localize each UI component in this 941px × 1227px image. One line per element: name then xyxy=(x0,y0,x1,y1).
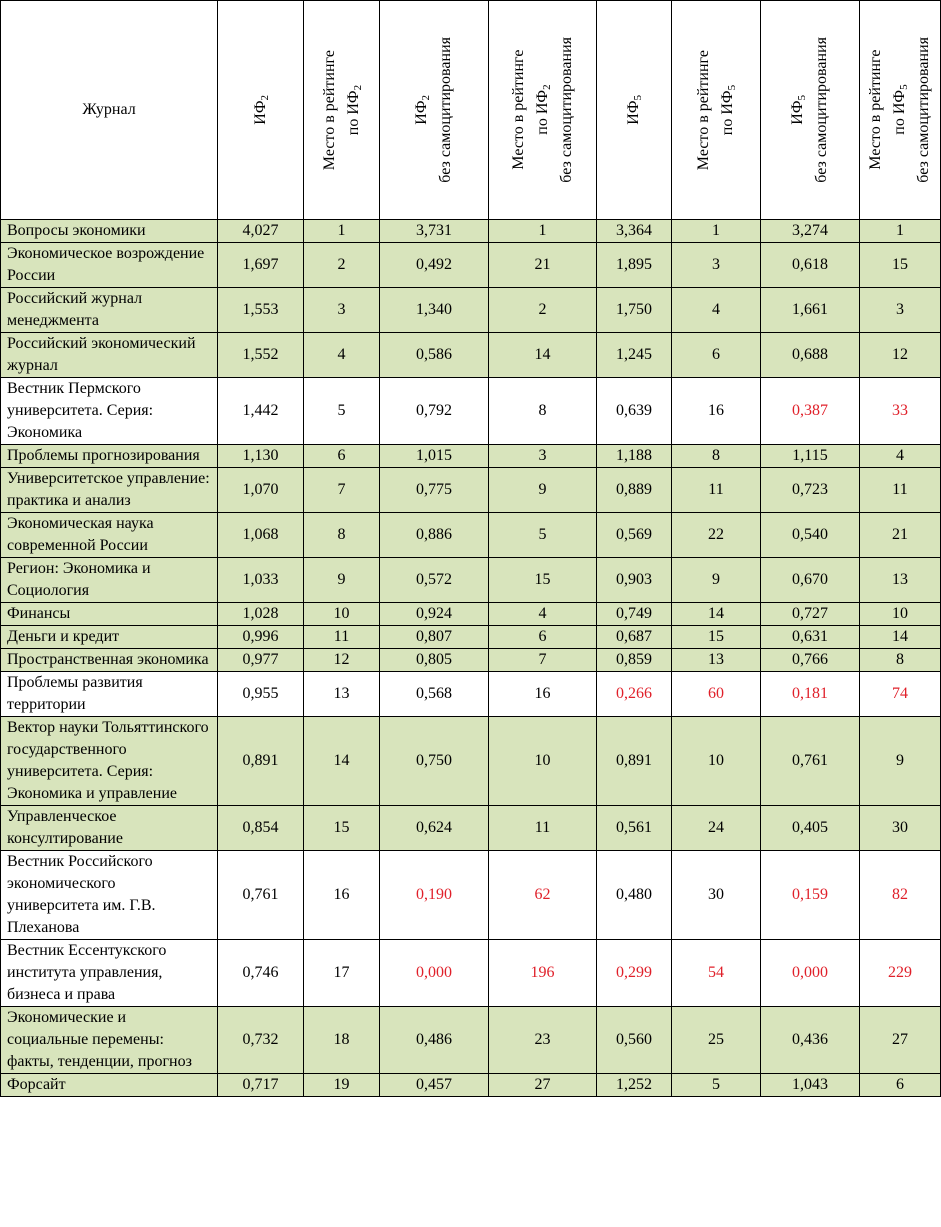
rank-if2-noself-cell: 7 xyxy=(489,649,597,672)
journal-name-cell: Вестник Российского экономического университета им. Г.В. Плеханова xyxy=(1,851,218,940)
if2-cell: 4,027 xyxy=(218,220,304,243)
journal-name-cell: Российский журнал менеджмента xyxy=(1,288,218,333)
rank-if5-noself-cell: 30 xyxy=(860,806,941,851)
rank-if5-noself-cell: 13 xyxy=(860,558,941,603)
rank-if2-cell: 16 xyxy=(304,851,380,940)
rank-if5-noself-cell: 82 xyxy=(860,851,941,940)
journal-name-cell: Регион: Экономика и Социология xyxy=(1,558,218,603)
if5-noself-cell: 0,436 xyxy=(761,1007,860,1074)
if5-cell: 0,687 xyxy=(597,626,672,649)
if5-cell: 0,569 xyxy=(597,513,672,558)
rank-if2-noself-cell: 23 xyxy=(489,1007,597,1074)
rank-if2-noself-cell: 14 xyxy=(489,333,597,378)
if2-noself-cell: 0,572 xyxy=(380,558,489,603)
rank-if2-noself-cell: 16 xyxy=(489,672,597,717)
header-if5-noself: $ИФ_5$ без самоцитирования xyxy=(761,1,860,220)
table-row xyxy=(1,672,941,717)
if5-noself-cell: 0,159 xyxy=(761,851,860,940)
table-row xyxy=(1,1074,941,1097)
if5-noself-cell: 0,723 xyxy=(761,468,860,513)
header-journal: Журнал xyxy=(1,1,218,220)
journal-name-cell: Экономическое возрождение России xyxy=(1,243,218,288)
header-if5: $ИФ_5$ xyxy=(597,1,672,220)
if2-cell: 0,977 xyxy=(218,649,304,672)
rank-if2-noself-cell: 21 xyxy=(489,243,597,288)
if5-noself-cell: 0,688 xyxy=(761,333,860,378)
rank-if5-cell: 15 xyxy=(672,626,761,649)
table-row xyxy=(1,445,941,468)
header-if2: $ИФ_2$ xyxy=(218,1,304,220)
if2-cell: 1,070 xyxy=(218,468,304,513)
if5-noself-cell: 0,181 xyxy=(761,672,860,717)
if2-cell: 1,033 xyxy=(218,558,304,603)
if2-cell: 0,891 xyxy=(218,717,304,806)
if5-cell: 0,859 xyxy=(597,649,672,672)
rank-if5-noself-cell: 4 xyxy=(860,445,941,468)
if5-cell: 0,480 xyxy=(597,851,672,940)
journal-name-cell: Финансы xyxy=(1,603,218,626)
rank-if5-noself-cell: 14 xyxy=(860,626,941,649)
rank-if2-cell: 11 xyxy=(304,626,380,649)
rank-if5-cell: 11 xyxy=(672,468,761,513)
rank-if5-cell: 13 xyxy=(672,649,761,672)
if2-noself-cell: 0,775 xyxy=(380,468,489,513)
rank-if5-cell: 3 xyxy=(672,243,761,288)
table-row xyxy=(1,603,941,626)
journal-name-cell: Пространственная экономика xyxy=(1,649,218,672)
rank-if2-cell: 15 xyxy=(304,806,380,851)
if5-noself-cell: 0,761 xyxy=(761,717,860,806)
if2-cell: 0,854 xyxy=(218,806,304,851)
journal-name-cell: Вестник Пермского университета. Серия: Экономика xyxy=(1,378,218,445)
if2-cell: 1,130 xyxy=(218,445,304,468)
journal-name-cell: Вопросы экономики xyxy=(1,220,218,243)
rank-if2-noself-cell: 15 xyxy=(489,558,597,603)
rank-if2-cell: 6 xyxy=(304,445,380,468)
rank-if5-noself-cell: 1 xyxy=(860,220,941,243)
rank-if2-cell: 7 xyxy=(304,468,380,513)
rank-if2-noself-cell: 3 xyxy=(489,445,597,468)
if5-noself-cell: 0,540 xyxy=(761,513,860,558)
if2-noself-cell: 0,750 xyxy=(380,717,489,806)
rank-if5-cell: 16 xyxy=(672,378,761,445)
if2-noself-cell: 0,805 xyxy=(380,649,489,672)
if5-cell: 0,639 xyxy=(597,378,672,445)
if5-cell: 1,252 xyxy=(597,1074,672,1097)
table-row xyxy=(1,851,941,940)
table-row xyxy=(1,288,941,333)
rank-if5-noself-cell: 229 xyxy=(860,940,941,1007)
if5-noself-cell: 0,727 xyxy=(761,603,860,626)
rank-if2-cell: 13 xyxy=(304,672,380,717)
rank-if5-noself-cell: 3 xyxy=(860,288,941,333)
journal-name-cell: Управленческое консултирование xyxy=(1,806,218,851)
rank-if2-noself-cell: 9 xyxy=(489,468,597,513)
if2-cell: 1,553 xyxy=(218,288,304,333)
journal-name-cell: Российский экономический журнал xyxy=(1,333,218,378)
if5-cell: 0,891 xyxy=(597,717,672,806)
rank-if2-noself-cell: 5 xyxy=(489,513,597,558)
rank-if2-cell: 19 xyxy=(304,1074,380,1097)
rank-if2-noself-cell: 196 xyxy=(489,940,597,1007)
header-rank-if2-noself: Место в рейтинге по $ИФ_2$ без самоцитирования xyxy=(489,1,597,220)
rank-if5-noself-cell: 74 xyxy=(860,672,941,717)
if5-cell: 1,895 xyxy=(597,243,672,288)
rank-if5-cell: 14 xyxy=(672,603,761,626)
if2-cell: 0,996 xyxy=(218,626,304,649)
table-header-row xyxy=(1,1,941,220)
if2-cell: 1,552 xyxy=(218,333,304,378)
table-row xyxy=(1,243,941,288)
if5-cell: 0,903 xyxy=(597,558,672,603)
journal-name-cell: Деньги и кредит xyxy=(1,626,218,649)
if5-noself-cell: 1,661 xyxy=(761,288,860,333)
rank-if2-cell: 5 xyxy=(304,378,380,445)
rank-if5-cell: 60 xyxy=(672,672,761,717)
rank-if2-noself-cell: 10 xyxy=(489,717,597,806)
rank-if2-noself-cell: 11 xyxy=(489,806,597,851)
if5-noself-cell: 0,405 xyxy=(761,806,860,851)
if5-cell: 0,560 xyxy=(597,1007,672,1074)
if2-cell: 0,761 xyxy=(218,851,304,940)
if2-noself-cell: 0,792 xyxy=(380,378,489,445)
rank-if5-noself-cell: 9 xyxy=(860,717,941,806)
table-row xyxy=(1,626,941,649)
journal-name-cell: Вектор науки Тольяттинского государственного университета. Серия: Экономика и управление xyxy=(1,717,218,806)
rank-if2-cell: 12 xyxy=(304,649,380,672)
rank-if5-cell: 5 xyxy=(672,1074,761,1097)
table-row xyxy=(1,1007,941,1074)
table-row xyxy=(1,558,941,603)
if5-noself-cell: 0,387 xyxy=(761,378,860,445)
table-row xyxy=(1,806,941,851)
if5-cell: 0,266 xyxy=(597,672,672,717)
rank-if2-cell: 2 xyxy=(304,243,380,288)
rank-if5-noself-cell: 21 xyxy=(860,513,941,558)
rank-if5-noself-cell: 11 xyxy=(860,468,941,513)
if5-noself-cell: 0,766 xyxy=(761,649,860,672)
if2-cell: 0,732 xyxy=(218,1007,304,1074)
if2-noself-cell: 0,624 xyxy=(380,806,489,851)
header-rank-if2: Место в рейтинге по $ИФ_2$ xyxy=(304,1,380,220)
rank-if5-cell: 8 xyxy=(672,445,761,468)
journal-name-cell: Проблемы развития территории xyxy=(1,672,218,717)
journal-name-cell: Форсайт xyxy=(1,1074,218,1097)
table-row xyxy=(1,649,941,672)
table-row xyxy=(1,220,941,243)
rank-if2-cell: 3 xyxy=(304,288,380,333)
if5-cell: 1,750 xyxy=(597,288,672,333)
if5-cell: 3,364 xyxy=(597,220,672,243)
rank-if5-cell: 54 xyxy=(672,940,761,1007)
if2-cell: 1,068 xyxy=(218,513,304,558)
if5-cell: 0,889 xyxy=(597,468,672,513)
if2-cell: 1,697 xyxy=(218,243,304,288)
rank-if5-noself-cell: 15 xyxy=(860,243,941,288)
rank-if2-noself-cell: 4 xyxy=(489,603,597,626)
rank-if5-noself-cell: 10 xyxy=(860,603,941,626)
if2-cell: 0,955 xyxy=(218,672,304,717)
if5-cell: 0,561 xyxy=(597,806,672,851)
if2-noself-cell: 1,015 xyxy=(380,445,489,468)
rank-if2-cell: 8 xyxy=(304,513,380,558)
rank-if5-noself-cell: 33 xyxy=(860,378,941,445)
rank-if2-noself-cell: 6 xyxy=(489,626,597,649)
if2-noself-cell: 0,586 xyxy=(380,333,489,378)
rank-if2-cell: 9 xyxy=(304,558,380,603)
journal-name-cell: Экономическая наука современной России xyxy=(1,513,218,558)
rank-if5-cell: 4 xyxy=(672,288,761,333)
rank-if5-noself-cell: 27 xyxy=(860,1007,941,1074)
table-row xyxy=(1,513,941,558)
rank-if5-noself-cell: 6 xyxy=(860,1074,941,1097)
rank-if5-cell: 9 xyxy=(672,558,761,603)
if2-noself-cell: 0,886 xyxy=(380,513,489,558)
if5-noself-cell: 0,000 xyxy=(761,940,860,1007)
if2-noself-cell: 0,568 xyxy=(380,672,489,717)
table-body xyxy=(1,220,941,1097)
rank-if2-cell: 10 xyxy=(304,603,380,626)
if2-noself-cell: 1,340 xyxy=(380,288,489,333)
rank-if2-cell: 14 xyxy=(304,717,380,806)
rank-if5-cell: 24 xyxy=(672,806,761,851)
journal-name-cell: Проблемы прогнозирования xyxy=(1,445,218,468)
table-row xyxy=(1,378,941,445)
if2-noself-cell: 0,000 xyxy=(380,940,489,1007)
rank-if5-noself-cell: 12 xyxy=(860,333,941,378)
journal-name-cell: Университетское управление: практика и анализ xyxy=(1,468,218,513)
rank-if5-noself-cell: 8 xyxy=(860,649,941,672)
rank-if2-noself-cell: 2 xyxy=(489,288,597,333)
rank-if5-cell: 6 xyxy=(672,333,761,378)
if5-cell: 0,749 xyxy=(597,603,672,626)
journal-name-cell: Экономические и социальные перемены: факты, тенденции, прогноз xyxy=(1,1007,218,1074)
if2-noself-cell: 0,492 xyxy=(380,243,489,288)
rank-if2-cell: 4 xyxy=(304,333,380,378)
if5-cell: 1,188 xyxy=(597,445,672,468)
if2-noself-cell: 0,457 xyxy=(380,1074,489,1097)
table-row xyxy=(1,717,941,806)
rank-if5-cell: 10 xyxy=(672,717,761,806)
if5-noself-cell: 0,631 xyxy=(761,626,860,649)
if2-cell: 0,717 xyxy=(218,1074,304,1097)
journal-name-cell: Вестник Ессентукского института управления, бизнеса и права xyxy=(1,940,218,1007)
rank-if5-cell: 1 xyxy=(672,220,761,243)
if2-cell: 0,746 xyxy=(218,940,304,1007)
rank-if2-cell: 18 xyxy=(304,1007,380,1074)
rank-if2-noself-cell: 62 xyxy=(489,851,597,940)
if2-noself-cell: 0,807 xyxy=(380,626,489,649)
header-rank-if5-noself: Место в рейтинге по $ИФ_5$ без самоцитирования xyxy=(860,1,941,220)
rank-if2-noself-cell: 27 xyxy=(489,1074,597,1097)
if5-cell: 1,245 xyxy=(597,333,672,378)
if5-noself-cell: 1,043 xyxy=(761,1074,860,1097)
if5-noself-cell: 3,274 xyxy=(761,220,860,243)
if5-noself-cell: 0,618 xyxy=(761,243,860,288)
if2-noself-cell: 0,190 xyxy=(380,851,489,940)
table-row xyxy=(1,468,941,513)
if5-cell: 0,299 xyxy=(597,940,672,1007)
header-rank-if5: Место в рейтинге по $ИФ_5$ xyxy=(672,1,761,220)
rank-if5-cell: 25 xyxy=(672,1007,761,1074)
if2-cell: 1,028 xyxy=(218,603,304,626)
if5-noself-cell: 0,670 xyxy=(761,558,860,603)
header-if2-noself: $ИФ_2$ без самоцитирования xyxy=(380,1,489,220)
rank-if2-noself-cell: 1 xyxy=(489,220,597,243)
rank-if2-noself-cell: 8 xyxy=(489,378,597,445)
if2-noself-cell: 0,486 xyxy=(380,1007,489,1074)
if2-noself-cell: 0,924 xyxy=(380,603,489,626)
rank-if2-cell: 17 xyxy=(304,940,380,1007)
rank-if5-cell: 22 xyxy=(672,513,761,558)
rank-if2-cell: 1 xyxy=(304,220,380,243)
rank-if5-cell: 30 xyxy=(672,851,761,940)
table-row xyxy=(1,333,941,378)
table-row xyxy=(1,940,941,1007)
if2-noself-cell: 3,731 xyxy=(380,220,489,243)
if2-cell: 1,442 xyxy=(218,378,304,445)
if5-noself-cell: 1,115 xyxy=(761,445,860,468)
